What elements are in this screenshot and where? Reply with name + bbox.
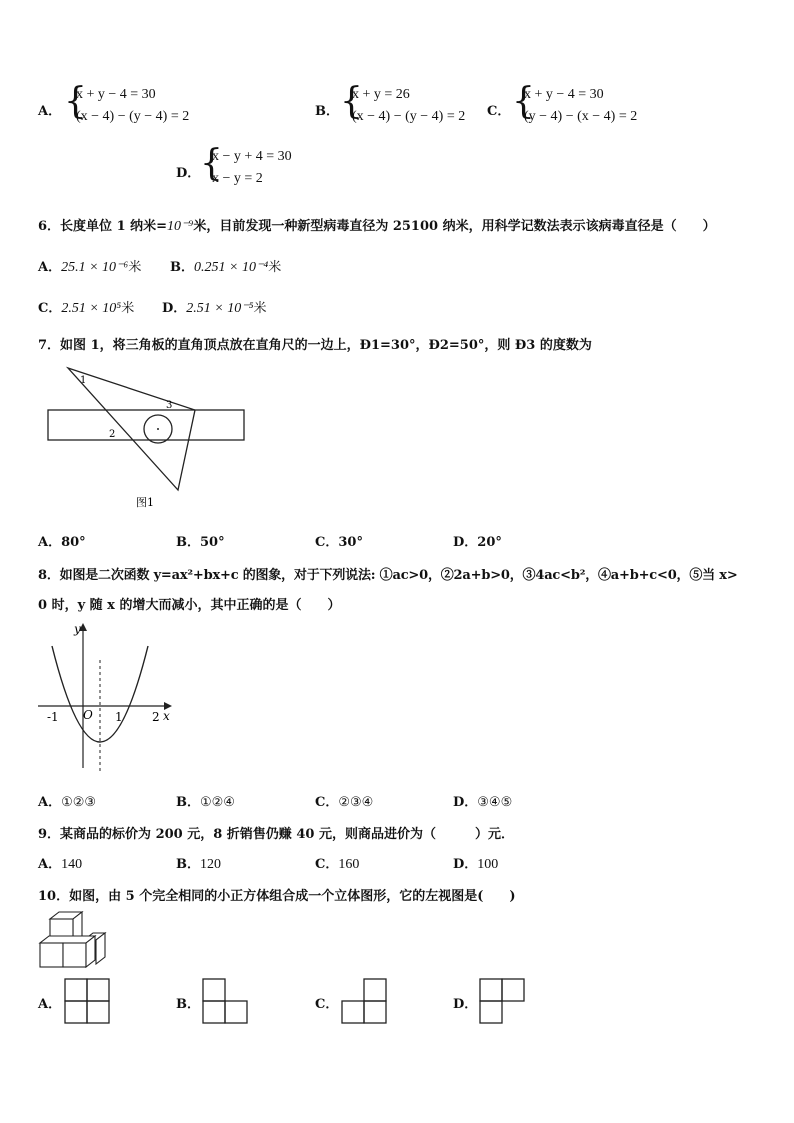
q8-option-a-label: A． (38, 795, 62, 810)
tick-label-2: 2 (152, 710, 160, 724)
q6-option-a (38, 256, 141, 276)
q7-option-d-label: D． (453, 535, 478, 550)
origin-label: O (83, 708, 93, 722)
tick-label-1: 1 (115, 710, 123, 724)
q5-option-b-label: B． (315, 104, 339, 119)
q7-option-d-value: 20° (477, 535, 502, 550)
q6-option-c-label: C． (38, 301, 62, 316)
q8-graph (36, 618, 176, 778)
q6-option-c-value: 2.51 × 10⁵ (61, 301, 122, 316)
q5-option-a-label: A． (38, 104, 62, 119)
q9-option-a (38, 853, 82, 873)
q9-option-a-label: A． (38, 857, 62, 872)
q7-option-b (176, 531, 225, 550)
q5-option-a-system (64, 81, 190, 128)
q8-option-d-label: D． (453, 795, 478, 810)
q8-option-d-value: ③④⑤ (477, 795, 513, 810)
q9-option-b-value: 120 (200, 857, 221, 872)
q7-option-b-label: B． (176, 535, 200, 550)
q5-option-a-eq1: x + y − 4 = 30 (76, 87, 156, 102)
q5-option-b-eq2: (x − 4) − (y − 4) = 2 (352, 109, 466, 124)
q9-option-c-label: C． (315, 857, 339, 872)
y-axis-label: y (74, 622, 81, 636)
brace-icon: { (200, 143, 223, 184)
q10-cube-figure (38, 910, 110, 972)
q9-option-b (176, 853, 221, 873)
q10-option-b-view (202, 978, 252, 1026)
q10-option-c-label: C． (315, 997, 339, 1012)
q6-option-c-unit: 米 (121, 301, 135, 316)
q10-stem: 10．如图，由 5 个完全相同的小正方体组合成一个立体图形，它的左视图是( ) (38, 889, 516, 904)
q6-option-a-value: 25.1 × 10⁻⁶ (61, 260, 129, 275)
tick-label-neg1: -1 (47, 710, 59, 724)
q10-option-a-label: A． (38, 997, 62, 1012)
q5-option-a-eq2: (x − 4) − (y − 4) = 2 (76, 109, 190, 124)
brace-icon: { (512, 81, 535, 122)
q5-option-d-system (200, 143, 292, 190)
q6-option-b-label: B． (170, 260, 194, 275)
q8-option-c (315, 791, 373, 810)
q5-option-c-eq1: x + y − 4 = 30 (524, 87, 604, 102)
q6-stem (38, 215, 716, 235)
q8-option-d (453, 791, 512, 810)
cube-front-face (63, 943, 86, 967)
hole-center-dot (157, 428, 159, 430)
figure-caption: 图1 (136, 496, 154, 509)
q7-option-d (453, 531, 502, 550)
q10-option-d-view (479, 978, 529, 1026)
angle-label-1: 1 (80, 375, 87, 386)
q10-option-d-label: D． (453, 997, 478, 1012)
q9-option-b-label: B． (176, 857, 200, 872)
q8-option-b-value: ①②④ (200, 795, 235, 810)
q6-option-a-unit: 米 (128, 260, 142, 275)
q7-option-b-value: 50° (200, 535, 225, 550)
q8-option-a (38, 791, 96, 810)
angle-label-2: 2 (109, 429, 116, 440)
q5-option-d-eq2: x − y = 2 (212, 171, 263, 186)
q5-option-b-eq1: x + y = 26 (352, 87, 410, 102)
x-axis-label: x (163, 709, 170, 723)
q5-option-b-system (340, 81, 466, 128)
q10-option-a-view (64, 978, 112, 1026)
q5-option-d-eq1: x − y + 4 = 30 (212, 149, 292, 164)
q7-figure (40, 360, 260, 515)
cube-front-face (40, 943, 63, 967)
q6-option-a-label: A． (38, 260, 62, 275)
q6-unit-expr: 10⁻⁹ (167, 219, 194, 234)
q10-option-c-view (341, 978, 391, 1026)
q10-option-b-label: B． (176, 997, 200, 1012)
q9-stem: 9．某商品的标价为 200 元，8 折销售仍赚 40 元，则商品进价为（ ）元． (38, 827, 514, 842)
q7-option-c (315, 531, 363, 550)
q9-option-a-value: 140 (61, 857, 83, 872)
angle-label-3: 3 (166, 400, 173, 411)
q9-option-d-value: 100 (477, 857, 499, 872)
brace-icon: { (340, 81, 363, 122)
q9-option-c (315, 853, 359, 873)
q6-option-d (162, 297, 267, 317)
q9-option-d-label: D． (453, 857, 478, 872)
triangle-board (68, 368, 195, 490)
q6-option-d-value: 2.51 × 10⁻⁵ (186, 301, 254, 316)
q6-option-b-unit: 米 (268, 260, 282, 275)
q8-option-a-value: ①②③ (61, 795, 97, 810)
q8-option-c-label: C． (315, 795, 339, 810)
q7-option-a-value: 80° (61, 535, 86, 550)
q7-option-c-label: C． (315, 535, 339, 550)
q6-option-b-value: 0.251 × 10⁻⁴ (194, 260, 269, 275)
q5-option-c-system (512, 81, 638, 128)
q8-option-c-value: ②③④ (338, 795, 374, 810)
q8-stem-line2: 0 时，y 随 x 的增大而减小，其中正确的是（ ） (38, 598, 341, 613)
q5-option-c-eq2: (y − 4) − (x − 4) = 2 (524, 109, 638, 124)
q6-option-b (170, 256, 281, 276)
q9-option-c-value: 160 (338, 857, 360, 872)
q6-option-d-unit: 米 (253, 301, 267, 316)
q8-stem-line1: 8．如图是二次函数 y=ax²+bx+c 的图象，对于下列说法: ①ac>0，②2a+b>0，③4ac<b²，④a+b+c<0，⑤当 x> (38, 568, 738, 583)
q9-option-d (453, 853, 498, 873)
q6-option-d-label: D． (162, 301, 187, 316)
q5-option-d-label: D． (176, 166, 201, 181)
q8-option-b-label: B． (176, 795, 200, 810)
q5-option-c-label: C． (487, 104, 511, 119)
brace-icon: { (64, 81, 87, 122)
q8-option-b (176, 791, 235, 810)
q7-option-c-value: 30° (338, 535, 363, 550)
q6-option-c (38, 297, 134, 317)
q6-stem-b: 米，目前发现一种新型病毒直径为 25100 纳米，用科学记数法表示该病毒直径是（ ） (193, 219, 716, 234)
q7-stem: 7．如图 1，将三角板的直角顶点放在直角尺的一边上，Ð1=30°，Ð2=50°，则 Ð3 的度数为 (38, 338, 592, 353)
q6-stem-a: 6．长度单位 1 纳米= (38, 219, 168, 234)
q7-option-a (38, 531, 86, 550)
q7-option-a-label: A． (38, 535, 62, 550)
